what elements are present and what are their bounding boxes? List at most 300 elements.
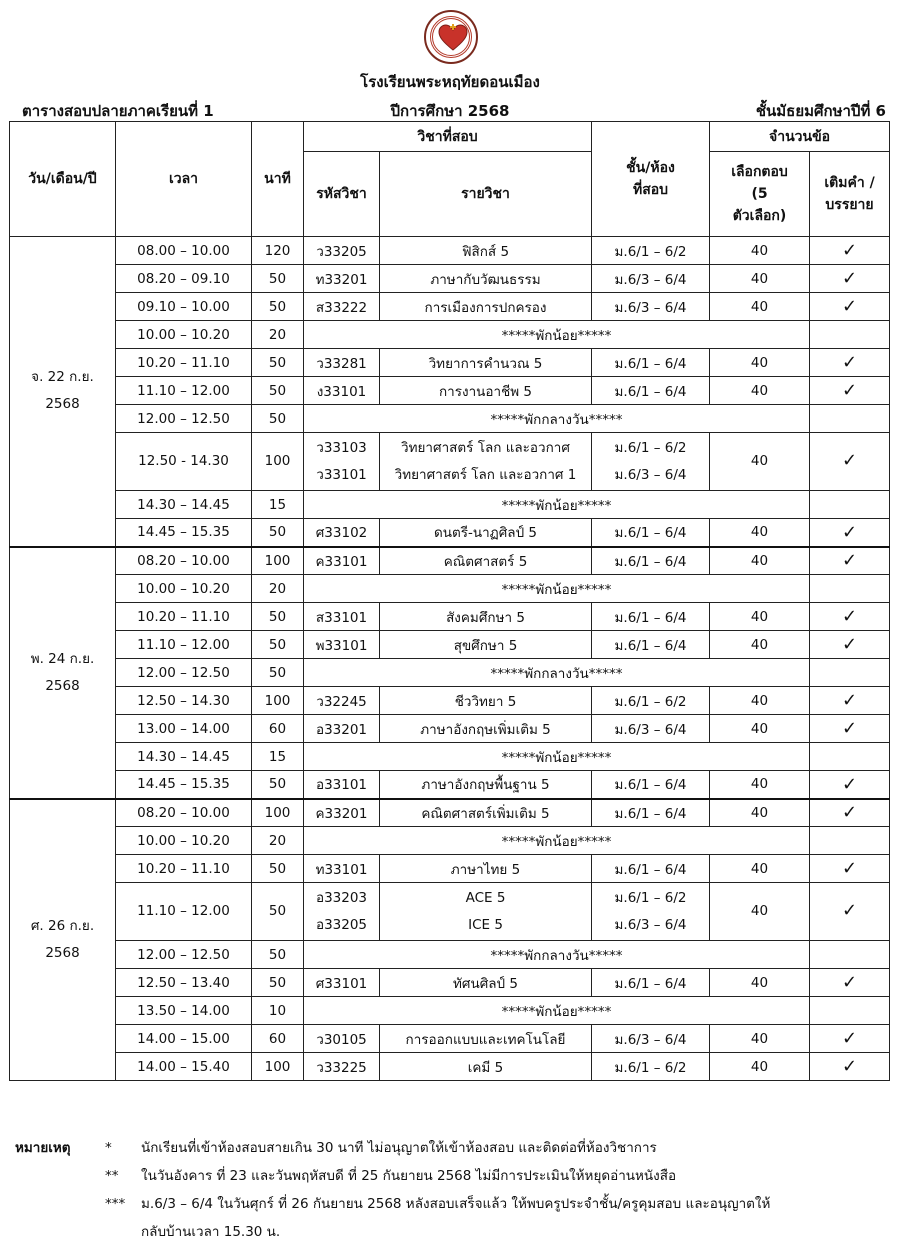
note-mark: * <box>105 1140 112 1156</box>
room-cell-line: ม.6/1 – 6/4 <box>614 383 687 400</box>
minutes-cell: 50 <box>252 659 304 687</box>
mc-count-cell: 40 <box>710 519 810 547</box>
room-cell <box>592 799 710 827</box>
minutes-cell: 20 <box>252 321 304 349</box>
mc-count-cell: 40 <box>710 687 810 715</box>
minutes-cell: 50 <box>252 969 304 997</box>
table-row <box>10 715 890 743</box>
subject-cell-line: ดนตรี-นาฏศิลป์ 5 <box>433 525 538 542</box>
time-cell: 09.10 – 10.00 <box>116 293 252 321</box>
subject-cell-line: ภาษาอังกฤษพื้นฐาน 5 <box>421 777 550 794</box>
time-cell: 11.10 – 12.00 <box>116 883 252 941</box>
minutes-cell: 15 <box>252 491 304 519</box>
subject-cell-line: สังคมศึกษา 5 <box>446 609 525 626</box>
code-cell-line: ว33205 <box>316 243 367 260</box>
check-icon: ✓ <box>841 634 858 655</box>
minutes-cell: 50 <box>252 855 304 883</box>
table-row <box>10 997 890 1025</box>
code-cell-line: อ33203 <box>315 889 368 906</box>
check-icon: ✓ <box>841 1056 858 1077</box>
code-cell <box>304 1053 380 1081</box>
header-room-line2: ที่สอบ <box>632 182 669 198</box>
subject-cell-line: ภาษาไทย 5 <box>450 861 521 878</box>
school-name: โรงเรียนพระหฤทัยดอนเมือง <box>360 73 540 91</box>
mc-count-cell: 40 <box>710 293 810 321</box>
schedule-body <box>10 237 890 1081</box>
subject-cell <box>380 969 592 997</box>
code-cell <box>304 687 380 715</box>
mc-count-cell: 40 <box>710 799 810 827</box>
note-text: กลับบ้านเวลา 15.30 น. <box>141 1224 281 1240</box>
subject-cell-line: วิทยาการคำนวณ 5 <box>428 355 543 372</box>
essay-cell <box>810 293 890 321</box>
exam-schedule-table <box>9 121 890 1081</box>
code-cell <box>304 237 380 265</box>
minutes-cell: 50 <box>252 771 304 799</box>
minutes-cell: 50 <box>252 631 304 659</box>
room-cell-line: ม.6/1 – 6/2 <box>614 693 687 710</box>
essay-cell <box>810 941 890 969</box>
check-icon: ✓ <box>841 240 858 261</box>
header-essay <box>810 152 890 237</box>
check-icon: ✓ <box>841 773 858 795</box>
code-cell <box>304 799 380 827</box>
check-icon: ✓ <box>841 352 858 373</box>
code-cell-line: ท33201 <box>315 271 368 288</box>
check-icon: ✓ <box>841 380 858 401</box>
code-cell-line: ค33101 <box>315 553 368 570</box>
code-cell-line: ศ33101 <box>315 975 368 992</box>
break-cell: *****พักน้อย***** <box>304 321 810 349</box>
code-cell <box>304 771 380 799</box>
code-cell <box>304 265 380 293</box>
subject-cell <box>380 715 592 743</box>
minutes-cell: 20 <box>252 827 304 855</box>
essay-cell <box>810 883 890 941</box>
code-cell-line: ว32245 <box>316 693 367 710</box>
mc-count-cell: 40 <box>710 265 810 293</box>
date-line2: 2568 <box>45 677 80 694</box>
room-cell-line: ม.6/1 – 6/4 <box>614 975 687 992</box>
essay-cell <box>810 405 890 433</box>
room-cell <box>592 265 710 293</box>
code-cell <box>304 969 380 997</box>
mc-count-cell: 40 <box>710 1053 810 1081</box>
room-cell <box>592 715 710 743</box>
code-cell-line: ว30105 <box>316 1031 367 1048</box>
essay-cell <box>810 997 890 1025</box>
break-cell: *****พักน้อย***** <box>304 997 810 1025</box>
notes-heading: หมายเหตุ <box>15 1140 71 1156</box>
header-room-line1: ชั้น/ห้อง <box>626 160 675 176</box>
header-code: รหัสวิชา <box>304 152 380 237</box>
subject-cell <box>380 771 592 799</box>
code-cell-line: ศ33102 <box>315 525 368 542</box>
subject-cell-line: ICE 5 <box>468 916 503 933</box>
essay-cell <box>810 771 890 799</box>
header-mc-line2: (5 <box>751 186 768 202</box>
subject-cell-line: การงานอาชีพ 5 <box>438 383 533 400</box>
code-cell <box>304 855 380 883</box>
header-essay-line1: เติมคำ / <box>824 175 875 191</box>
subject-cell <box>380 293 592 321</box>
room-cell-line: ม.6/1 – 6/4 <box>614 777 687 794</box>
mc-count-cell: 40 <box>710 377 810 405</box>
table-row <box>10 547 890 575</box>
time-cell: 12.00 – 12.50 <box>116 659 252 687</box>
mc-count-cell: 40 <box>710 433 810 491</box>
table-row <box>10 575 890 603</box>
date-line2: 2568 <box>45 944 80 961</box>
mc-count-cell: 40 <box>710 237 810 265</box>
header-date: วัน/เดือน/ปี <box>10 122 116 237</box>
minutes-cell: 50 <box>252 941 304 969</box>
minutes-cell: 120 <box>252 237 304 265</box>
check-icon: ✓ <box>841 450 858 471</box>
header-room <box>592 122 710 237</box>
table-row <box>10 377 890 405</box>
room-cell-line: ม.6/3 – 6/4 <box>614 466 687 483</box>
room-cell-line: ม.6/3 – 6/4 <box>614 916 687 933</box>
code-cell-line: ว33101 <box>316 466 367 483</box>
note-mark <box>105 1218 141 1246</box>
break-cell: *****พักน้อย***** <box>304 743 810 771</box>
time-cell: 14.30 – 14.45 <box>116 491 252 519</box>
grade-level: ชั้นมัธยมศึกษาปีที่ 6 <box>755 102 886 120</box>
time-cell: 08.20 – 10.00 <box>116 799 252 827</box>
time-cell: 14.30 – 14.45 <box>116 743 252 771</box>
check-icon: ✓ <box>841 550 858 572</box>
time-cell: 08.00 – 10.00 <box>116 237 252 265</box>
essay-cell <box>810 659 890 687</box>
code-cell-line: ว33281 <box>316 355 367 372</box>
time-cell: 10.20 – 11.10 <box>116 349 252 377</box>
time-cell: 10.00 – 10.20 <box>116 827 252 855</box>
subject-cell <box>380 547 592 575</box>
time-cell: 12.50 – 14.30 <box>116 687 252 715</box>
time-cell: 10.20 – 11.10 <box>116 855 252 883</box>
room-cell-line: ม.6/1 – 6/4 <box>614 525 687 542</box>
check-icon: ✓ <box>841 521 858 543</box>
notes-section <box>15 1134 895 1246</box>
header-minutes: นาที <box>252 122 304 237</box>
break-cell: *****พักกลางวัน***** <box>304 659 810 687</box>
subject-cell-line: ฟิสิกส์ 5 <box>461 243 510 260</box>
time-cell: 08.20 – 10.00 <box>116 547 252 575</box>
time-cell: 13.50 – 14.00 <box>116 997 252 1025</box>
code-cell-line: ท33101 <box>315 861 368 878</box>
break-cell: *****พักน้อย***** <box>304 491 810 519</box>
subject-cell-line: เคมี 5 <box>467 1059 504 1076</box>
mc-count-cell: 40 <box>710 631 810 659</box>
essay-cell <box>810 491 890 519</box>
minutes-cell: 20 <box>252 575 304 603</box>
table-row <box>10 237 890 265</box>
table-row <box>10 687 890 715</box>
subject-cell <box>380 377 592 405</box>
room-cell <box>592 603 710 631</box>
table-row <box>10 883 890 941</box>
time-cell: 11.10 – 12.00 <box>116 631 252 659</box>
minutes-cell: 50 <box>252 883 304 941</box>
room-cell-line: ม.6/1 – 6/4 <box>614 553 687 570</box>
essay-cell <box>810 321 890 349</box>
room-cell-line: ม.6/1 – 6/4 <box>614 637 687 654</box>
code-cell <box>304 349 380 377</box>
time-cell: 12.50 – 13.40 <box>116 969 252 997</box>
code-cell-line: ง33101 <box>316 383 367 400</box>
room-cell <box>592 377 710 405</box>
essay-cell <box>810 1053 890 1081</box>
time-cell: 14.45 – 15.35 <box>116 519 252 547</box>
room-cell <box>592 519 710 547</box>
subject-cell-line: การเมืองการปกครอง <box>424 299 547 316</box>
essay-cell <box>810 603 890 631</box>
time-cell: 14.45 – 15.35 <box>116 771 252 799</box>
mc-count-cell: 40 <box>710 547 810 575</box>
room-cell <box>592 855 710 883</box>
room-cell-line: ม.6/1 – 6/2 <box>614 439 687 456</box>
room-cell-line: ม.6/1 – 6/2 <box>614 1059 687 1076</box>
check-icon: ✓ <box>841 606 858 627</box>
essay-cell <box>810 519 890 547</box>
date-line1: ศ. 26 ก.ย. <box>30 917 95 934</box>
code-cell-line: ว33103 <box>316 439 367 456</box>
table-row <box>10 491 890 519</box>
room-cell-line: ม.6/1 – 6/2 <box>614 889 687 906</box>
note-row <box>15 1134 895 1162</box>
break-cell: *****พักกลางวัน***** <box>304 941 810 969</box>
room-cell-line: ม.6/3 – 6/4 <box>614 271 687 288</box>
table-row <box>10 405 890 433</box>
break-cell: *****พักน้อย***** <box>304 575 810 603</box>
date-line1: จ. 22 ก.ย. <box>31 369 94 386</box>
mc-count-cell: 40 <box>710 969 810 997</box>
mc-count-cell: 40 <box>710 715 810 743</box>
exam-title: ตารางสอบปลายภาคเรียนที่ 1 <box>22 102 214 120</box>
mc-count-cell: 40 <box>710 1025 810 1053</box>
code-cell-line: ส33101 <box>315 609 368 626</box>
table-row <box>10 827 890 855</box>
date-cell <box>10 547 116 799</box>
check-icon: ✓ <box>841 972 858 993</box>
mc-count-cell: 40 <box>710 883 810 941</box>
table-row <box>10 969 890 997</box>
subject-cell <box>380 519 592 547</box>
room-cell <box>592 631 710 659</box>
subject-cell <box>380 433 592 491</box>
room-cell-line: ม.6/1 – 6/4 <box>614 861 687 878</box>
table-row <box>10 1053 890 1081</box>
header-count-group: จำนวนข้อ <box>710 122 890 152</box>
mc-count-cell: 40 <box>710 603 810 631</box>
essay-cell <box>810 743 890 771</box>
essay-cell <box>810 855 890 883</box>
subject-cell-line: คณิตศาสตร์เพิ่มเติม 5 <box>421 805 550 822</box>
subject-cell-line: ชีววิทยา 5 <box>454 693 517 710</box>
essay-cell <box>810 377 890 405</box>
table-row <box>10 321 890 349</box>
minutes-cell: 100 <box>252 433 304 491</box>
note-mark: ** <box>105 1168 119 1184</box>
code-cell <box>304 519 380 547</box>
check-icon: ✓ <box>841 858 858 879</box>
minutes-cell: 60 <box>252 715 304 743</box>
code-cell-line: พ33101 <box>315 637 368 654</box>
essay-cell <box>810 433 890 491</box>
time-cell: 10.00 – 10.20 <box>116 575 252 603</box>
code-cell <box>304 883 380 941</box>
room-cell-line: ม.6/1 – 6/4 <box>614 609 687 626</box>
essay-cell <box>810 547 890 575</box>
subject-cell-line: สุขศึกษา 5 <box>453 637 518 654</box>
table-row <box>10 941 890 969</box>
subject-cell <box>380 265 592 293</box>
mc-count-cell: 40 <box>710 855 810 883</box>
essay-cell <box>810 969 890 997</box>
subject-cell <box>380 1025 592 1053</box>
room-cell <box>592 293 710 321</box>
subject-cell-line: วิทยาศาสตร์ โลก และอวกาศ <box>401 439 570 456</box>
subject-cell <box>380 1053 592 1081</box>
time-cell: 08.20 – 09.10 <box>116 265 252 293</box>
subject-cell-line: ภาษาอังกฤษเพิ่มเติม 5 <box>420 721 551 738</box>
minutes-cell: 50 <box>252 349 304 377</box>
subject-cell-line: การออกแบบและเทคโนโลยี <box>405 1031 566 1048</box>
essay-cell <box>810 715 890 743</box>
academic-year: ปีการศึกษา 2568 <box>390 102 510 120</box>
note-text: นักเรียนที่เข้าห้องสอบสายเกิน 30 นาที ไม่อนุญาตให้เข้าห้องสอบ และติดต่อที่ห้องวิชาการ <box>141 1140 657 1156</box>
time-cell: 13.00 – 14.00 <box>116 715 252 743</box>
minutes-cell: 50 <box>252 265 304 293</box>
room-cell <box>592 237 710 265</box>
minutes-cell: 10 <box>252 997 304 1025</box>
minutes-cell: 100 <box>252 799 304 827</box>
minutes-cell: 100 <box>252 547 304 575</box>
note-mark: *** <box>105 1196 126 1212</box>
room-cell-line: ม.6/3 – 6/4 <box>614 299 687 316</box>
minutes-cell: 50 <box>252 293 304 321</box>
time-cell: 12.00 – 12.50 <box>116 405 252 433</box>
room-cell <box>592 1025 710 1053</box>
essay-cell <box>810 799 890 827</box>
room-cell-line: ม.6/1 – 6/2 <box>614 243 687 260</box>
table-row <box>10 1025 890 1053</box>
room-cell-line: ม.6/3 – 6/4 <box>614 721 687 738</box>
check-icon: ✓ <box>841 718 858 739</box>
time-cell: 14.00 – 15.00 <box>116 1025 252 1053</box>
check-icon: ✓ <box>841 1028 858 1049</box>
header-mc-line1: เลือกตอบ <box>731 164 788 180</box>
table-row <box>10 743 890 771</box>
room-cell <box>592 433 710 491</box>
room-cell <box>592 771 710 799</box>
code-cell <box>304 377 380 405</box>
code-cell-line: อ33201 <box>315 721 368 738</box>
school-logo <box>424 10 478 64</box>
minutes-cell: 50 <box>252 377 304 405</box>
code-cell <box>304 715 380 743</box>
date-cell <box>10 799 116 1081</box>
room-cell-line: ม.6/1 – 6/4 <box>614 805 687 822</box>
room-cell <box>592 349 710 377</box>
date-cell <box>10 237 116 547</box>
code-cell <box>304 603 380 631</box>
minutes-cell: 15 <box>252 743 304 771</box>
subject-cell <box>380 883 592 941</box>
room-cell <box>592 883 710 941</box>
essay-cell <box>810 349 890 377</box>
table-row <box>10 519 890 547</box>
code-cell <box>304 293 380 321</box>
table-row <box>10 293 890 321</box>
time-cell: 14.00 – 15.40 <box>116 1053 252 1081</box>
note-row <box>15 1218 895 1246</box>
table-row <box>10 771 890 799</box>
essay-cell <box>810 575 890 603</box>
code-cell-line: ค33201 <box>315 805 368 822</box>
minutes-cell: 50 <box>252 405 304 433</box>
subject-cell-line: ทัศนศิลป์ 5 <box>453 975 518 992</box>
room-cell <box>592 547 710 575</box>
break-cell: *****พักกลางวัน***** <box>304 405 810 433</box>
header-multiple-choice <box>710 152 810 237</box>
table-row <box>10 659 890 687</box>
note-text: ในวันอังคาร ที่ 23 และวันพฤหัสบดี ที่ 25 กันยายน 2568 ไม่มีการประเมินให้หยุดอ่านหนังสือ <box>141 1168 677 1184</box>
subject-cell <box>380 237 592 265</box>
essay-cell <box>810 631 890 659</box>
essay-cell <box>810 265 890 293</box>
note-row <box>15 1162 895 1190</box>
check-icon: ✓ <box>841 690 858 711</box>
heart-icon <box>438 24 468 52</box>
header-essay-line2: บรรยาย <box>825 197 874 213</box>
table-row <box>10 799 890 827</box>
code-cell <box>304 547 380 575</box>
date-line1: พ. 24 ก.ย. <box>30 650 95 667</box>
time-cell: 11.10 – 12.00 <box>116 377 252 405</box>
mc-count-cell: 40 <box>710 771 810 799</box>
header-mc-line3: ตัวเลือก) <box>732 208 787 224</box>
subject-cell <box>380 855 592 883</box>
subject-cell <box>380 799 592 827</box>
note-row <box>15 1190 895 1218</box>
table-row <box>10 631 890 659</box>
table-row <box>10 265 890 293</box>
table-row <box>10 855 890 883</box>
code-cell <box>304 1025 380 1053</box>
subject-cell <box>380 687 592 715</box>
subject-cell-line: วิทยาศาสตร์ โลก และอวกาศ 1 <box>394 466 577 483</box>
header-time: เวลา <box>116 122 252 237</box>
code-cell-line: อ33101 <box>315 777 368 794</box>
minutes-cell: 100 <box>252 1053 304 1081</box>
time-cell: 12.00 – 12.50 <box>116 941 252 969</box>
subject-cell-line: ACE 5 <box>465 889 506 906</box>
table-row <box>10 603 890 631</box>
room-cell <box>592 1053 710 1081</box>
note-text: ม.6/3 – 6/4 ในวันศุกร์ ที่ 26 กันยายน 2568 หลังสอบเสร็จแล้ว ให้พบครูประจำชั้น/ครูคุมสอบ และอนุญาตให้ <box>141 1196 771 1212</box>
minutes-cell: 50 <box>252 519 304 547</box>
header-subject: รายวิชา <box>380 152 592 237</box>
check-icon: ✓ <box>841 296 858 317</box>
room-cell <box>592 687 710 715</box>
subject-cell <box>380 603 592 631</box>
check-icon: ✓ <box>841 900 858 921</box>
subject-cell-line: คณิตศาสตร์ 5 <box>443 553 528 570</box>
essay-cell <box>810 237 890 265</box>
date-line2: 2568 <box>45 396 80 413</box>
